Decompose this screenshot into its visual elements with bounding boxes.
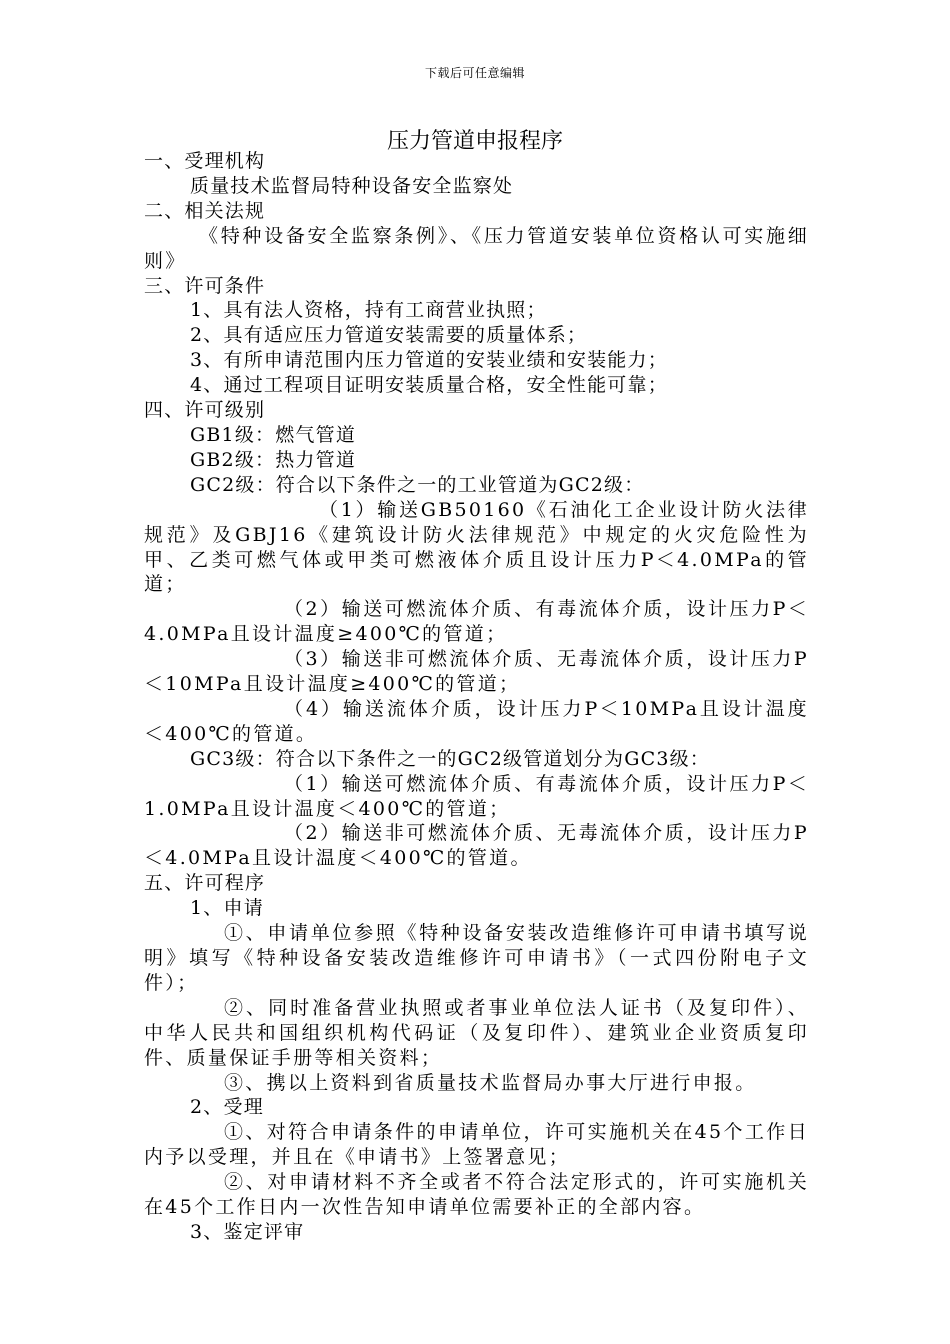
- license-condition-item: 1、具有法人资格，持有工商营业执照；: [190, 299, 547, 322]
- level-gb2: GB2级：热力管道: [190, 448, 357, 471]
- gc2-condition-item: （2）输送可燃流体介质、有毒流体介质，设计压力P＜4.0MPa且设计温度≥400℃的管道；: [144, 598, 809, 646]
- page-header-note: 下载后可任意编辑: [424, 66, 525, 80]
- gc2-condition-item: （1）输送GB50160《石油化工企业设计防火法律规范》及GBJ16《建筑设计防火法律规范》中规定的火灾危险性为甲、乙类可燃气体或甲类可燃液体介质且设计压力P＜4.0MPa的管道；: [144, 498, 809, 596]
- section-2-body: 《特种设备安全监察条例》、《压力管道安装单位资格认可实施细则》: [144, 224, 809, 272]
- section-heading-1: 一、受理机构: [144, 150, 266, 172]
- gc2-condition-item: （3）输送非可燃流体介质、无毒流体介质，设计压力P＜10MPa且设计温度≥400℃的管道；: [144, 648, 809, 696]
- apply-item: ①、申请单位参照《特种设备安装改造维修许可申请书填写说明》填写《特种设备安装改造维修许可申请书》（一式四份附电子文件）；: [144, 922, 809, 994]
- level-gc3: GC3级：符合以下条件之一的GC2级管道划分为GC3级：: [190, 747, 711, 770]
- license-condition-item: 4、通过工程项目证明安装质量合格，安全性能可靠；: [190, 374, 668, 397]
- apply-item: ②、同时准备营业执照或者事业单位法人证书（及复印件）、中华人民共和国组织机构代码证（及复印件）、建筑业企业资质复印件、质量保证手册等相关资料；: [144, 996, 809, 1069]
- gc2-condition-item: （4）输送流体介质，设计压力P＜10MPa且设计温度＜400℃的管道。: [144, 697, 809, 745]
- accept-item: ①、对符合申请条件的申请单位，许可实施机关在45个工作日内予以受理，并且在《申请书》上签署意见；: [144, 1121, 809, 1169]
- apply-item: ③、携以上资料到省质量技术监督局办事大厅进行申报。: [224, 1071, 757, 1094]
- gc3-condition-item: （2）输送非可燃流体介质、无毒流体介质，设计压力P＜4.0MPa且设计温度＜400℃的管道。: [144, 822, 809, 870]
- procedure-step-review: 3、鉴定评审: [190, 1220, 305, 1243]
- procedure-step-accept: 2、受理: [190, 1096, 264, 1119]
- section-heading-4: 四、许可级别: [144, 399, 266, 422]
- level-gb1: GB1级：燃气管道: [190, 423, 357, 446]
- accept-item: ②、对申请材料不齐全或者不符合法定形式的，许可实施机关在45个工作日内一次性告知申请单位需要补正的全部内容。: [144, 1171, 809, 1219]
- document-body: [144, 149, 809, 1245]
- license-condition-item: 3、有所申请范围内压力管道的安装业绩和安装能力；: [190, 349, 668, 372]
- section-heading-5: 五、许可程序: [144, 872, 266, 895]
- level-gc2: GC2级：符合以下条件之一的工业管道为GC2级：: [190, 473, 645, 496]
- license-condition-item: 2、具有适应压力管道安装需要的质量体系；: [190, 324, 588, 347]
- section-heading-2: 二、相关法规: [144, 199, 266, 222]
- section-heading-3: 三、许可条件: [144, 274, 266, 297]
- procedure-step-apply: 1、申请: [190, 897, 264, 920]
- section-1-body: 质量技术监督局特种设备安全监察处: [190, 174, 514, 197]
- gc3-condition-item: （1）输送可燃流体介质、有毒流体介质，设计压力P＜1.0MPa且设计温度＜400℃的管道；: [144, 772, 809, 820]
- document-title: 压力管道申报程序: [386, 129, 563, 154]
